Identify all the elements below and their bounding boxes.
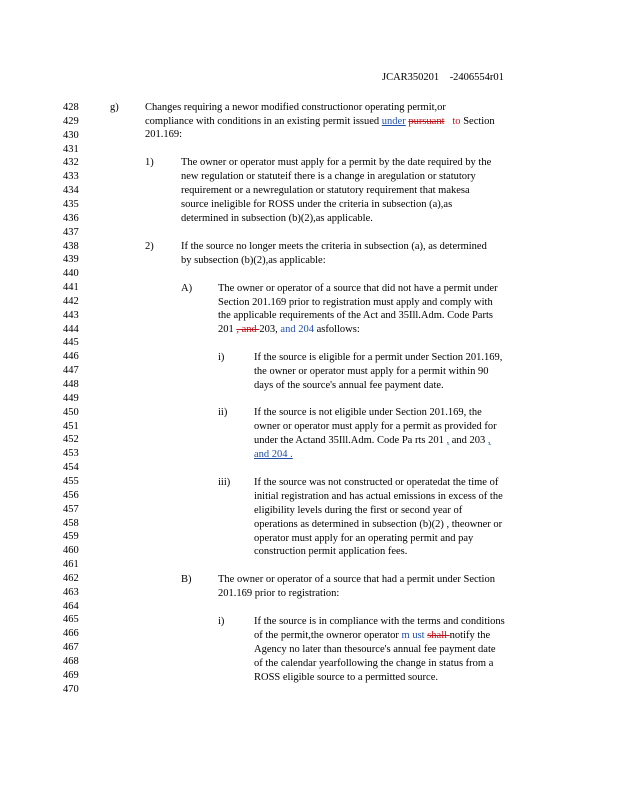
pB-line-1: The owner or operator of a source that had a permit under Section [218,574,495,585]
p1-line-1: The owner or operator must apply for a permit by the date required by the [181,157,492,168]
line-number: 436 [63,212,79,224]
p1-line-2: new regulation or statuteif there is a change in aregulation or statutory [181,171,476,182]
deleted-text: shall [427,630,450,641]
line-number: 432 [63,157,79,169]
line-number: 465 [63,614,79,626]
p1-line-5: determined in subsection (b)(2),as applicable. [181,213,373,224]
pAii-line-4 [254,449,293,461]
line-number: 445 [63,337,79,349]
line-number: 440 [63,268,79,280]
line-number: 443 [63,309,79,321]
line-number: 435 [63,198,79,210]
pA-text-c: asfollows: [313,324,360,335]
pBi-text-b: notify the [449,630,491,641]
label-Aiii: iii) [218,477,231,488]
pA-line-1: The owner or operator of a source that did not have a permit under [218,283,498,294]
line-number: 431 [63,143,79,155]
line-number: 462 [63,572,79,584]
pAii-line-1: If the source is not eligible under Section 201.169, the [254,407,482,418]
g-text-a: compliance with conditions in an existing permit issued [145,116,382,127]
label-2: 2) [145,241,154,252]
g-text-b: Section [460,116,495,127]
label-A: A) [181,283,193,294]
inserted-text: , [487,435,491,446]
document-header [382,72,504,83]
pAi-line-3: days of the source's annual fee payment date. [254,380,444,391]
line-number: 429 [63,115,79,127]
line-number: 455 [63,475,79,487]
pBi-line-1: If the source is in compliance with the terms and conditions [254,616,505,627]
line-number: 428 [63,102,79,113]
pBi-line-5: ROSS eligible source to a permitted source. [254,672,439,683]
pAii-text-b: and 203 [449,435,488,446]
label-Aii: ii) [218,407,228,418]
pAiii-line-3: eligibility levels during the first or second year of [254,505,463,516]
line-number: 452 [63,434,79,446]
line-number: 451 [63,420,79,432]
inserted-text: under [381,116,406,127]
line-number: 453 [63,448,79,460]
line-number: 433 [63,171,79,183]
doc-version: -2406554r01 [449,72,504,83]
doc-id: JCAR350201 [382,72,440,83]
pAiii-line-6: construction permit application fees. [254,546,408,557]
line-number: 460 [63,545,79,557]
line-number: 430 [63,129,79,141]
line-number: 456 [63,489,79,501]
label-Bi: i) [218,616,225,627]
line-number: 470 [63,683,79,695]
p2-line-2: by subsection (b)(2),as applicable: [181,255,326,266]
pAii-line-2: owner or operator must apply for a permit as provided for [254,421,497,432]
inserted-text: , [446,435,450,446]
line-number: 449 [63,392,79,404]
pAi-line-1: If the source is eligible for a permit under Section 201.169, [254,352,503,363]
g-line-2 [145,116,495,128]
line-number: 457 [63,503,79,515]
inserted-text: and 204 [254,449,288,460]
line-number: 439 [63,254,79,266]
line-number: 448 [63,379,79,390]
line-number: 469 [63,669,79,681]
pBi-line-2 [254,630,490,642]
pBi-line-3: Agency no later than thesource's annual fee payment date [254,644,496,655]
deleted-text: , and [236,324,260,335]
inserted-text: and 204 [280,324,314,335]
pAi-line-2: the owner or operator must apply for a permit within 90 [254,366,489,377]
line-number: 461 [63,559,79,571]
line-number: 454 [63,462,79,474]
label-B: B) [181,574,192,585]
line-number: 446 [63,351,79,363]
line-number: 438 [63,240,79,252]
label-g: g) [110,102,119,113]
pBi-line-4: of the calendar yearfollowing the change in status from a [254,658,494,669]
line-number: 434 [63,185,79,197]
pA-line-2: Section 201.169 prior to registration must apply and comply with [218,297,493,308]
pA-line-3: the applicable requirements of the Act and 35Ill.Adm. Code Parts [218,310,493,321]
p2-line-1: If the source no longer meets the criteria in subsection (a), as determined [181,241,487,252]
inserted-text: m ust [401,630,425,641]
line-number: 467 [63,642,79,654]
label-1: 1) [145,157,154,168]
pAiii-line-1: If the source was not constructed or operatedat the time of [254,477,499,488]
pAiii-line-4: operations as determined in subsection (b)(2) , theowner or [254,519,503,530]
line-number: 464 [63,600,79,612]
p1-line-4: source ineligible for ROSS under the criteria in subsection (a),as [181,199,453,210]
line-number: 442 [63,295,79,307]
pA-line-4 [218,324,360,336]
pAiii-line-2: initial registration and has actual emissions in excess of the [254,491,503,502]
line-number: 466 [63,628,79,640]
label-Ai: i) [218,352,225,363]
line-number: 450 [63,406,79,418]
line-number: 468 [63,656,79,667]
pAii-text-a: under the Actand 35Ill.Adm. Code Pa rts 201 [254,435,447,446]
g-line-3: 201.169: [145,129,183,140]
line-number: 437 [63,226,79,238]
g-line-1: Changes requiring a newor modified constructionor operating permit,or [145,102,446,113]
p1-line-3: requirement or a newregulation or statutory requirement that makesa [181,185,470,196]
line-number: 459 [63,531,79,543]
deleted-text-to: to [452,116,461,127]
line-number: 444 [63,323,79,335]
pA-text-b: 203, [259,324,281,335]
line-number: 441 [63,282,79,294]
pBi-text-a: of the permit,the owneror operator [254,630,402,641]
line-number: 458 [63,517,79,529]
deleted-text: pursuant [408,116,445,127]
pB-line-2: 201.169 prior to registration: [218,588,340,599]
pAiii-line-5: operator must apply for an operating permit and pay [254,533,474,544]
inserted-period: . [287,449,293,460]
pAii-line-3 [254,435,491,447]
line-number: 447 [63,365,79,377]
pA-text-a: 201 [218,324,237,335]
line-number: 463 [63,586,79,598]
